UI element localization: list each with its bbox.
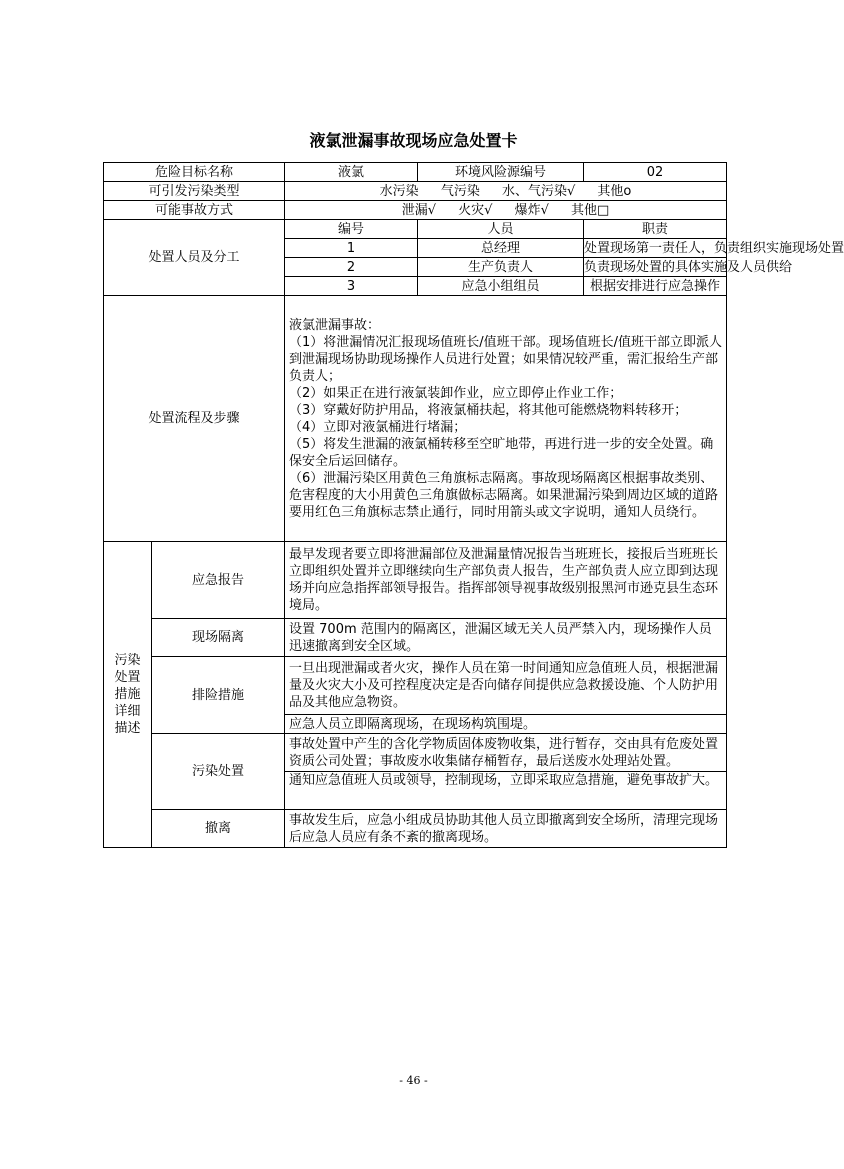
- hazard-text-2: 应急人员立即隔离现场，在现场构筑围堤。: [285, 715, 727, 734]
- hazard-target-value: 液氯: [285, 163, 418, 182]
- evacuate-row: [104, 810, 727, 848]
- pollution-text-1: 事故处置中产生的含化学物质固体废物收集，进行暂存，交由具有危废处置资质公司处置；事故废水收集储存桶暂存，最后送废水处理站处置。: [285, 734, 727, 772]
- risk-source-no-value: 02: [584, 163, 727, 182]
- option-leak: 泄漏√: [401, 202, 437, 218]
- report-label: 应急报告: [152, 542, 285, 619]
- option-water-gas: 水、气污染√: [501, 183, 576, 199]
- option-other: 其他o: [597, 183, 632, 199]
- procedure-step: （1）将泄漏情况汇报现场值班长/值班干部。现场值班长/值班干部立即派人到泄漏现场协助现场操作人员进行处置；如果情况较严重，需汇报给生产部负责人；: [289, 334, 723, 384]
- procedure-text: [285, 296, 727, 542]
- personnel-duty: 根据安排进行应急操作: [584, 277, 727, 296]
- personnel-person: 生产负责人: [418, 258, 584, 277]
- report-row: [104, 542, 727, 619]
- pollution-row: [104, 734, 727, 772]
- evacuate-label: 撤离: [152, 810, 285, 848]
- emergency-card-table: [103, 162, 844, 848]
- personnel-no: 1: [285, 239, 418, 258]
- personnel-duty: 处置现场第一责任人，负责组织实施现场处置: [584, 240, 844, 256]
- procedure-step: （3）穿戴好防护用品，将液氯桶扶起，将其他可能燃烧物料转移开；: [289, 402, 688, 418]
- hazard-target-label: 危险目标名称: [104, 163, 285, 182]
- personnel-person: 应急小组组员: [418, 277, 584, 296]
- procedure-heading: 液氯泄漏事故：: [289, 317, 381, 333]
- option-other-mode: 其他□: [571, 202, 610, 218]
- option-gas: 气污染: [440, 183, 480, 199]
- col-header-no: 编号: [285, 220, 418, 239]
- personnel-no: 3: [285, 277, 418, 296]
- procedure-step: （5）将发生泄漏的液氯桶转移至空旷地带，再进行进一步的安全处置。确保安全后运回储存。: [289, 436, 714, 469]
- report-text: 最早发现者要立即将泄漏部位及泄漏量情况报告当班班长，接报后当班班长立即组织处置并立即继续向生产部负责人报告，生产部负责人应立即到达现场并向应急指挥部领导报告。指挥部领导视事故级别报黑河市逊克县生态环境局。: [285, 542, 727, 619]
- risk-source-no-label: 环境风险源编号: [418, 163, 584, 182]
- accident-mode-label: 可能事故方式: [104, 201, 285, 220]
- pollution-type-options: [285, 182, 727, 201]
- procedure-step: （6）泄漏污染区用黄色三角旗标志隔离。事故现场隔离区根据事故类别、危害程度的大小用黄色三角旗做标志隔离。如果泄漏污染到周边区域的道路要用红色三角旗标志禁止通行，同时用箭头或文字说明，通知人员绕行。: [289, 470, 719, 520]
- hazard-target-row: [104, 163, 727, 182]
- isolation-label: 现场隔离: [152, 619, 285, 657]
- option-fire: 火灾√: [458, 202, 493, 218]
- procedure-label: 处置流程及步骤: [104, 296, 285, 542]
- option-water: 水污染: [379, 183, 419, 199]
- pollution-label: 污染处置: [152, 734, 285, 810]
- pollution-text-2: 通知应急值班人员或领导，控制现场，立即采取应急措施，避免事故扩大。: [285, 772, 727, 810]
- col-header-person: 人员: [418, 220, 584, 239]
- measures-label: 污染 处置 措施 详细 描述: [104, 542, 152, 848]
- accident-mode-options: [285, 201, 727, 220]
- pollution-type-row: [104, 182, 727, 201]
- pollution-type-label: 可引发污染类型: [104, 182, 285, 201]
- hazard-row: [104, 657, 727, 715]
- accident-mode-row: [104, 201, 727, 220]
- hazard-label: 排险措施: [152, 657, 285, 734]
- personnel-header-row: [104, 220, 727, 239]
- hazard-text-1: 一旦出现泄漏或者火灾，操作人员在第一时间通知应急值班人员，根据泄漏量及火灾大小及可控程度决定是否向储存间提供应急救援设施、个人防护用品及其他应急物资。: [285, 657, 727, 715]
- isolation-text: 设置 700m 范围内的隔离区，泄漏区域无关人员严禁入内，现场操作人员迅速撤离到安全区域。: [285, 619, 727, 657]
- evacuate-text: 事故发生后，应急小组成员协助其他人员立即撤离到安全场所，清理完现场后应急人员应有条不紊的撤离现场。: [285, 810, 727, 848]
- option-explosion: 爆炸√: [514, 202, 549, 218]
- procedure-step: （4）立即对液氯桶进行堵漏；: [289, 419, 467, 435]
- procedure-step: （2）如果正在进行液氯装卸作业，应立即停止作业工作；: [289, 385, 623, 401]
- personnel-label: 处置人员及分工: [104, 220, 285, 296]
- isolation-row: [104, 619, 727, 657]
- personnel-duty: 负责现场处置的具体实施及人员供给: [584, 259, 793, 275]
- procedure-row: [104, 296, 727, 542]
- col-header-duty: 职责: [584, 220, 727, 239]
- page-title: 液氯泄漏事故现场应急处置卡: [309, 131, 518, 150]
- personnel-person: 总经理: [418, 239, 584, 258]
- page-number: - 46 -: [399, 1074, 428, 1087]
- personnel-no: 2: [285, 258, 418, 277]
